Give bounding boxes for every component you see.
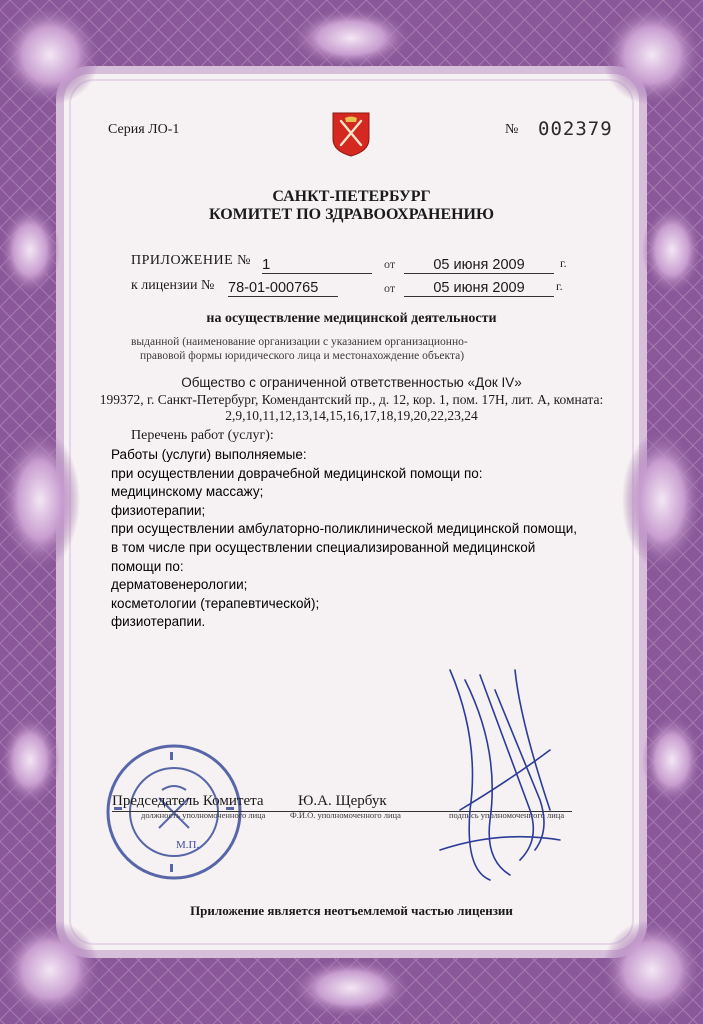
footer-note: Приложение является неотъемлемой частью лицензии: [190, 903, 513, 918]
position-caption: должность уполномоченного лица: [141, 810, 266, 820]
license-date-prefix: от: [384, 281, 396, 295]
appendix-date-prefix: от: [384, 257, 396, 271]
list-item: Работы (услуги) выполняемые:: [111, 447, 307, 462]
coat-of-arms-icon: [331, 111, 371, 157]
signatory-position: Председатель Комитета: [112, 793, 264, 809]
sign-caption: подпись уполномоченного лица: [449, 810, 565, 820]
list-item: при осуществлении доврачебной медицинской помощи по:: [111, 465, 483, 481]
organization-address-2: 2,9,10,11,12,13,14,15,16,17,18,19,20,22,23,24: [225, 408, 478, 423]
committee-heading: КОМИТЕТ ПО ЗДРАВООХРАНЕНИЮ: [208, 206, 495, 223]
license-label: к лицензии №: [131, 278, 215, 293]
seal-mp: М.П.: [176, 839, 200, 851]
organization-address-1: 199372, г. Санкт-Петербург, Комендантский пр., д. 12, кор. 1, пом. 17Н, лит. А, комната:: [99, 392, 604, 407]
issued-caption-1: выданной (наименование организации с указанием организационно-: [131, 336, 468, 348]
list-item: физиотерапии;: [111, 502, 206, 518]
city-heading: САНКТ-ПЕТЕРБУРГ: [272, 188, 431, 205]
series-label: Серия ЛО-1: [108, 122, 180, 137]
list-item: дерматовенерологии;: [111, 577, 248, 593]
appendix-date-suffix: г.: [560, 256, 567, 270]
form-number: 002379: [538, 118, 613, 140]
list-item: в том числе при осуществлении специализированной медицинской: [111, 539, 536, 555]
license-number: 78-01-000765: [228, 280, 338, 297]
purpose-line: на осуществление медицинской деятельности: [206, 311, 497, 326]
list-item: помощи по:: [111, 558, 184, 574]
list-item: физиотерапии.: [111, 614, 206, 630]
works-list: [111, 446, 601, 632]
issued-caption-2: правовой формы юридического лица и местонахождение объекта): [140, 350, 465, 362]
name-caption: Ф.И.О. уполномоченного лица: [290, 810, 401, 820]
handwritten-signature-icon: [420, 660, 570, 890]
number-sign: №: [505, 122, 519, 137]
signatory-name: Ю.А. Щербук: [298, 793, 387, 809]
works-title: Перечень работ (услуг):: [131, 428, 274, 443]
appendix-date: 05 июня 2009: [404, 257, 554, 274]
organization-name: Общество с ограниченной ответственностью «Док IV»: [181, 375, 522, 390]
appendix-number: 1: [262, 256, 372, 274]
list-item: косметологии (терапевтической);: [111, 595, 320, 611]
license-date: 05 июня 2009: [404, 280, 554, 297]
appendix-label: ПРИЛОЖЕНИЕ №: [131, 253, 251, 268]
list-item: при осуществлении амбулаторно-поликлинической медицинской помощи,: [111, 521, 577, 537]
list-item: медицинскому массажу;: [111, 484, 264, 500]
license-date-suffix: г.: [556, 279, 563, 293]
